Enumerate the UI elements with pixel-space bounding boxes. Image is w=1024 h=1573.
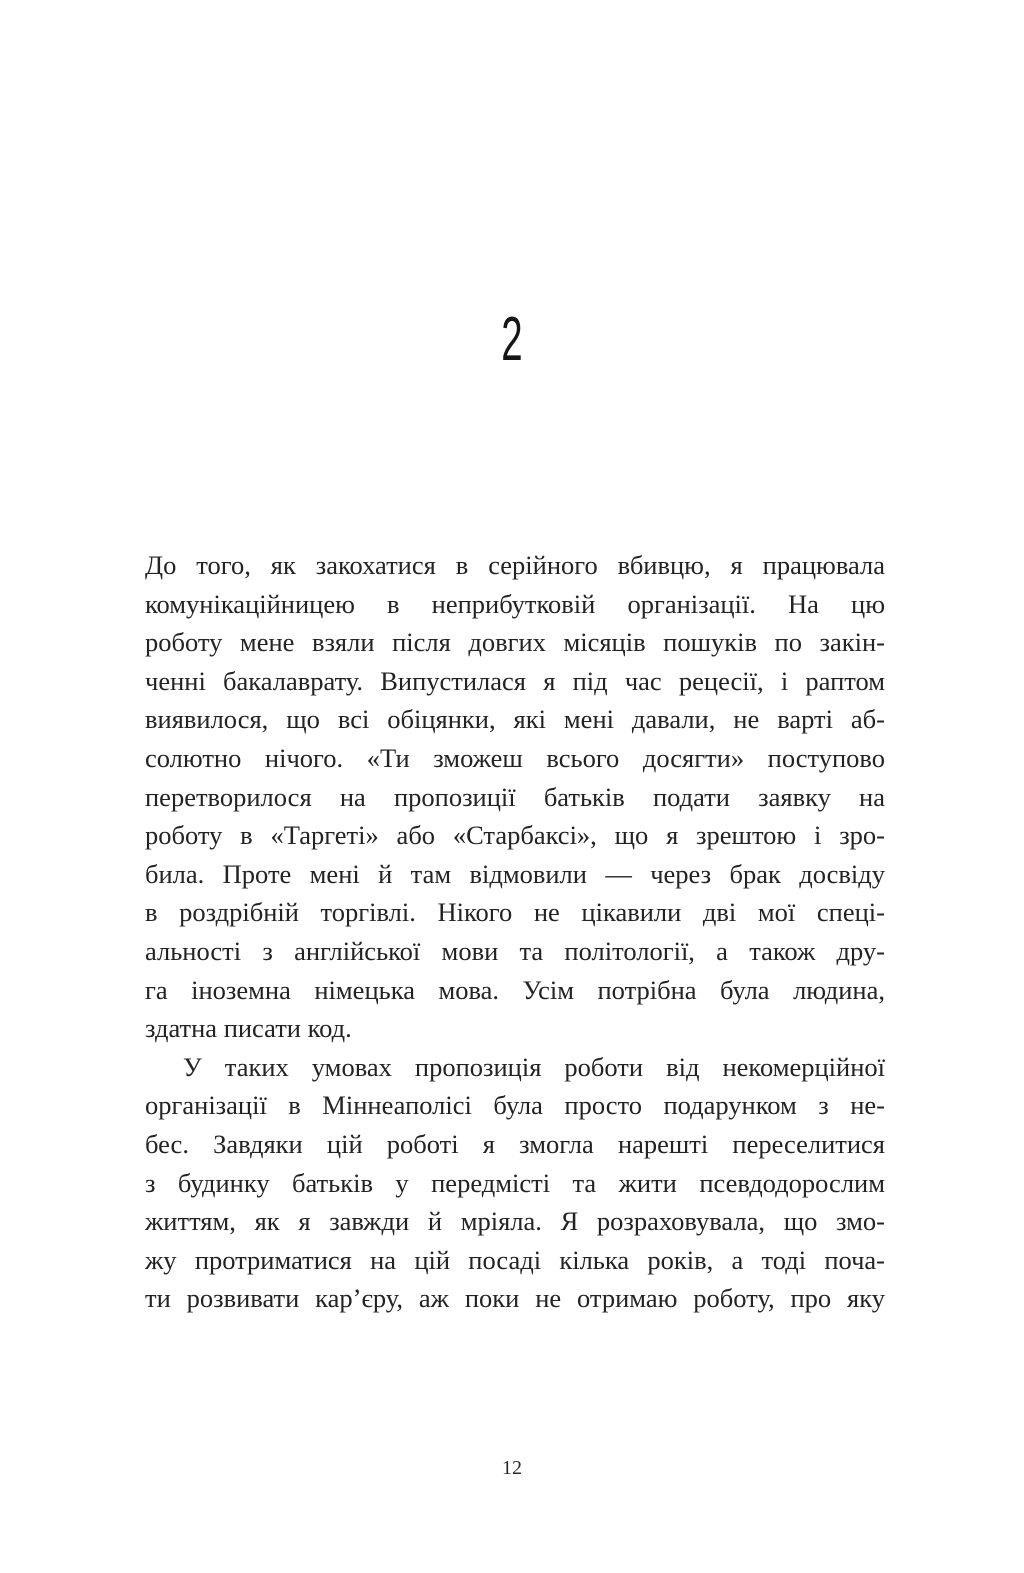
text-line: виявилося, що всі обіцянки, які мені давали, не варті аб- [145,704,885,735]
text-line: здатна писати код. [145,1013,352,1044]
text-line: До того, як закохатися в серійного вбивцю, я працювала [145,550,885,580]
text-line: била. Проте мені й там відмовили — через брак досвіду [145,858,885,889]
text-line: в роздрібній торгівлі. Нікого не цікавили дві мої спеці- [145,897,885,928]
text-line: жу протриматися на цій посаді кілька років, а тоді поча- [145,1244,885,1275]
text-line: перетворилося на пропозиції батьків подати заявку на [145,781,885,812]
chapter-number: 2 [501,305,523,374]
text-line: організації в Міннеаполісі була просто подарунком з не- [145,1090,885,1121]
paragraph-1 [145,546,885,1048]
text-line: бес. Завдяки цій роботі я змогла нарешті переселитися [145,1128,885,1159]
text-line: га іноземна німецька мова. Усім потрібна була людина, [145,974,885,1005]
text-line: альності з англійської мови та політології, а також дру- [145,935,885,966]
text-line: з будинку батьків у передмісті та жити псевдодорослим [145,1167,885,1198]
page-number: 12 [502,1457,522,1479]
text-line: У таких умовах пропозиція роботи від некомерційної [183,1051,885,1082]
text-line: комунікаційницею в неприбутковій організації. На цю [145,588,885,619]
body-text [145,546,885,1318]
text-line: життям, як я завжди й мріяла. Я розраховувала, що змо- [145,1206,885,1237]
text-line: солютно нічого. «Ти зможеш всього досягти» поступово [145,742,885,773]
text-line: ти розвивати кар’єру, аж поки не отримаю роботу, про яку [145,1283,885,1314]
paragraph-2 [145,1048,885,1318]
text-line: роботу мене взяли після довгих місяців пошуків по закін- [145,627,885,658]
text-line: роботу в «Таргеті» або «Старбаксі», що я зрештою і зро- [145,820,885,851]
text-line: ченні бакалаврату. Випустилася я під час рецесії, і раптом [145,665,885,696]
